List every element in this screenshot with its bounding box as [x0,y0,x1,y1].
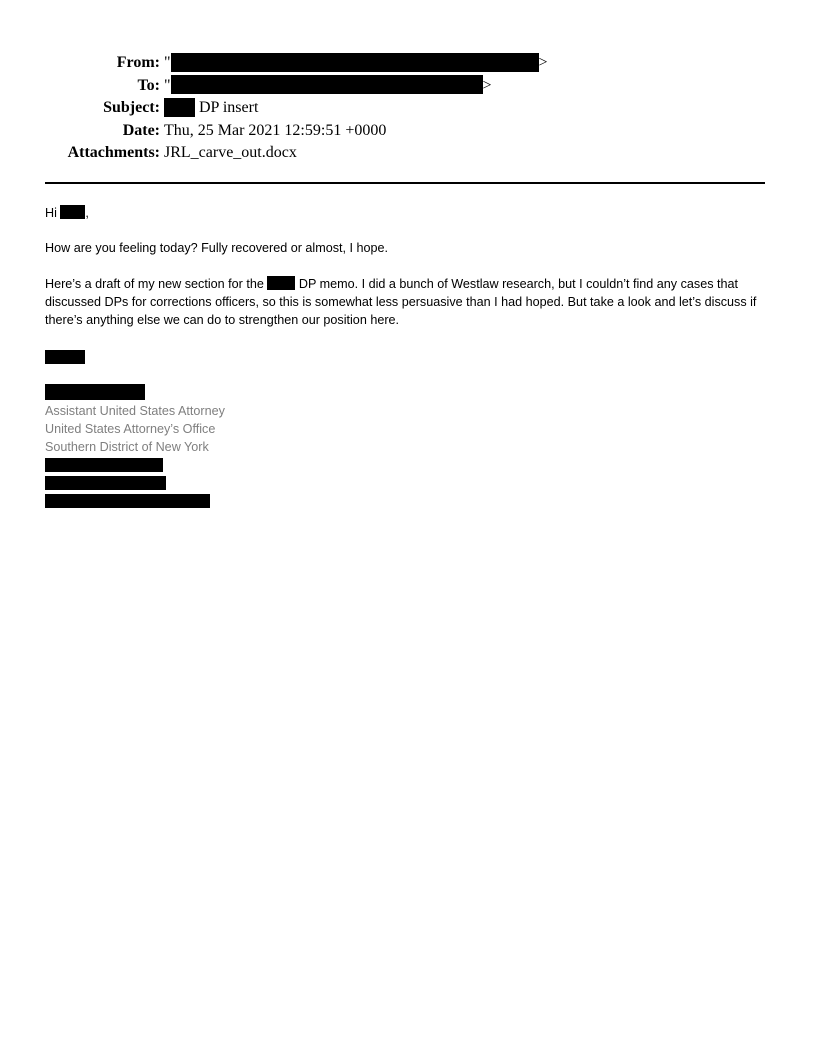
attachment-filename[interactable]: JRL_carve_out.docx [164,144,297,161]
redaction-box [45,458,163,472]
attachments-row [0,142,816,165]
redaction-box [171,53,539,72]
email-header [0,52,816,165]
subject-label: Subject: [103,99,160,116]
date-row [0,120,816,143]
date-value: Thu, 25 Mar 2021 12:59:51 +0000 [164,121,387,139]
redaction-box [45,350,85,364]
redaction-box [171,75,483,94]
from-value: " > [164,54,548,71]
signature-title: Assistant United States Attorney [45,404,225,418]
date-label: Date: [122,121,160,139]
header-divider [45,182,765,184]
redaction-box [45,494,210,508]
paragraph-1: How are you feeling today? Fully recovered or almost, I hope. [45,241,389,255]
redaction-box [45,476,166,490]
signature-office: United States Attorney’s Office [45,422,216,436]
redaction-box [267,276,295,290]
redaction-box [164,98,195,117]
subject-row [0,97,816,120]
paragraph-2: Here’s a draft of my new section for the DP memo. I did a bunch of Westlaw research, but I couldn’t find any cases that discussed DPs for corrections officers, so this is somewhat less persuasive than I had hoped. But take a look and let’s discuss if there’s anything else we can do to strengthen our position here. [45,277,757,327]
to-row [0,75,816,98]
from-label: From: [116,54,160,71]
subject-value: DP insert [164,97,258,119]
attachments-label: Attachments: [67,144,160,161]
greeting: Hi , [45,206,89,220]
to-label: To: [137,76,160,94]
to-value: " > [164,76,492,94]
from-row [0,52,816,75]
signature-district: Southern District of New York [45,440,209,454]
redaction-box [45,384,145,400]
redaction-box [60,205,85,219]
